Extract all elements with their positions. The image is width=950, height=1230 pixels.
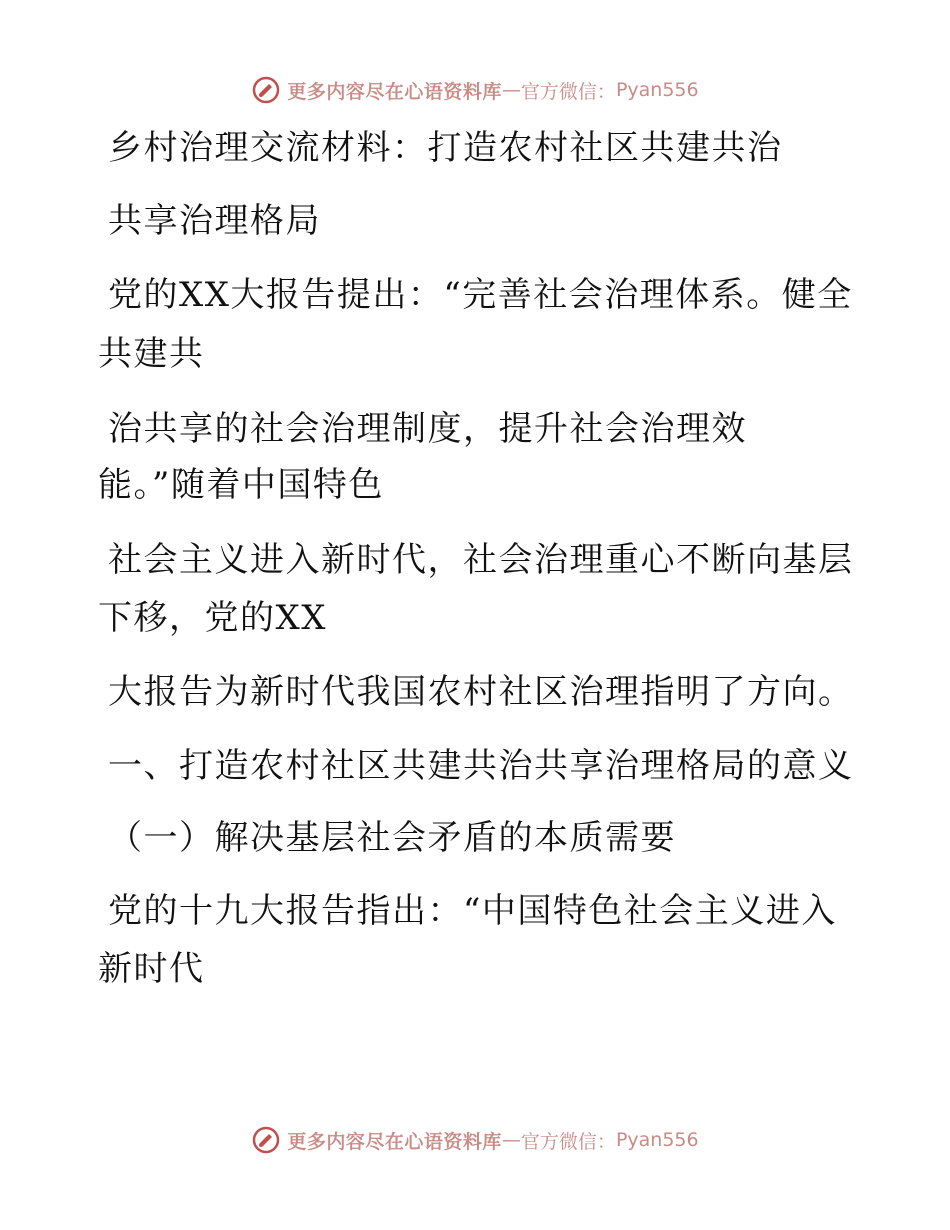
watermark-dash: —: [501, 79, 521, 101]
paragraph-line: 共建共: [98, 334, 205, 374]
paragraph-line: 大报告为新时代我国农村社区治理指明了方向。: [108, 672, 854, 712]
paragraph-line: 党的XX大报告提出：“完善社会治理体系。健全: [108, 275, 853, 315]
paragraph-line: 下移，党的XX: [98, 598, 327, 638]
watermark-main-text: 更多内容尽在心语资料库: [287, 80, 502, 103]
logo-icon: [251, 75, 281, 105]
watermark-account: Pyan556: [615, 79, 699, 101]
watermark-account: Pyan556: [615, 1129, 699, 1151]
title-line-2: 共享治理格局: [108, 201, 321, 241]
paragraph-line: 党的十九大报告指出：“中国特色社会主义进入: [108, 891, 837, 931]
header-watermark: [0, 70, 950, 110]
footer-watermark: [0, 1120, 950, 1160]
watermark-sub-text: 官方微信：: [520, 80, 616, 103]
section-heading: 一、打造农村社区共建共治共享治理格局的意义: [108, 746, 854, 786]
watermark-dash: —: [501, 1129, 521, 1151]
logo-icon: [251, 1125, 281, 1155]
subsection-heading: （一）解决基层社会矛盾的本质需要: [108, 818, 676, 858]
watermark-main-text: 更多内容尽在心语资料库: [287, 1130, 502, 1153]
paragraph-line: 社会主义进入新时代，社会治理重心不断向基层: [108, 540, 854, 580]
title-line-1: 乡村治理交流材料：打造农村社区共建共治: [108, 128, 783, 168]
watermark-sub-text: 官方微信：: [520, 1130, 616, 1153]
paragraph-line: 能。”随着中国特色: [98, 465, 384, 505]
paragraph-line: 治共享的社会治理制度，提升社会治理效: [108, 409, 747, 449]
paragraph-line: 新时代: [98, 949, 205, 989]
